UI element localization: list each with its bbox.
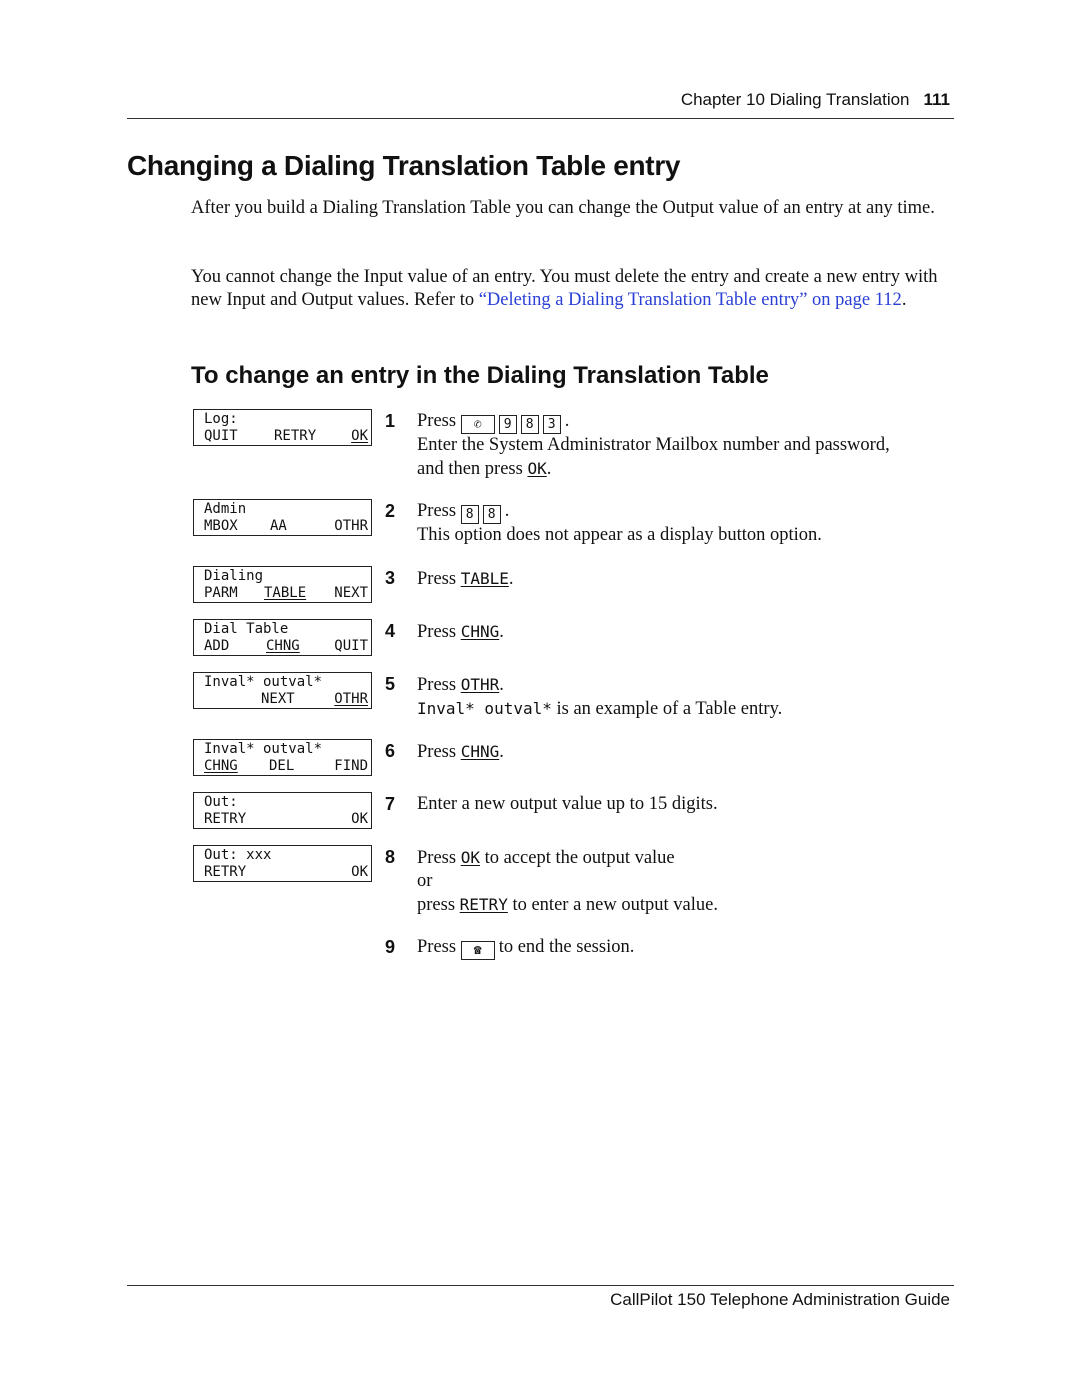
display-panel-out xyxy=(193,792,372,829)
feature-key-icon: ✆ xyxy=(461,415,495,434)
softkey-ref-table: TABLE xyxy=(460,569,509,588)
step-6: Press CHNG. xyxy=(417,742,504,762)
softkey-mbox[interactable]: MBOX xyxy=(204,518,238,534)
display-panel-out-value xyxy=(193,845,372,882)
cross-reference-link[interactable]: “Deleting a Dialing Translation Table entry” on page 112 xyxy=(478,290,902,310)
softkey-retry[interactable]: RETRY xyxy=(204,811,247,827)
step-number: 2 xyxy=(385,501,396,521)
step-5: Press OTHR. Inval* outval* is an example of a Table entry. xyxy=(417,675,783,719)
softkey-next[interactable]: NEXT xyxy=(261,691,295,707)
softkey-ref-othr: OTHR xyxy=(460,675,500,694)
key-8: 8 xyxy=(521,415,539,434)
display-panel-admin xyxy=(193,499,372,536)
softkey-chng[interactable]: CHNG xyxy=(266,638,300,654)
chapter-label: Chapter 10 Dialing Translation xyxy=(680,90,910,109)
page-title: Changing a Dialing Translation Table entry xyxy=(127,150,681,181)
softkey-quit[interactable]: QUIT xyxy=(334,638,368,654)
display-panel-log xyxy=(193,409,372,446)
softkey-del[interactable]: DEL xyxy=(269,758,295,774)
release-key-icon: ☎ xyxy=(461,941,495,960)
step-number: 7 xyxy=(385,794,396,814)
step-number: 6 xyxy=(385,741,396,761)
softkey-parm[interactable]: PARM xyxy=(204,585,238,601)
display-panel-entry xyxy=(193,672,372,709)
step-number: 4 xyxy=(385,621,396,641)
softkey-ref-retry: RETRY xyxy=(459,895,508,914)
display-line: Dialing xyxy=(204,568,264,584)
step-1: Press ✆ 9 8 3 . Enter the System Administrator Mailbox number and password, and then press OK. xyxy=(417,411,890,479)
key-3: 3 xyxy=(543,415,561,434)
softkey-retry[interactable]: RETRY xyxy=(274,428,317,444)
softkey-table[interactable]: TABLE xyxy=(264,585,307,601)
step-7: Enter a new output value up to 15 digits. xyxy=(417,794,718,814)
running-header xyxy=(560,90,950,110)
intro-paragraph-1: After you build a Dialing Translation Table you can change the Output value of an entry at any time. xyxy=(191,198,935,218)
step-2: Press 8 8 . This option does not appear as a display button option. xyxy=(417,501,822,545)
softkey-add[interactable]: ADD xyxy=(204,638,230,654)
step-number: 3 xyxy=(385,568,396,588)
display-line: Out: xyxy=(204,794,238,810)
header-rule xyxy=(127,118,954,119)
running-footer: CallPilot 150 Telephone Administration Guide xyxy=(610,1290,950,1309)
step-8: Press OK to accept the output value or press RETRY to enter a new output value. xyxy=(417,848,718,915)
softkey-ref-ok: OK xyxy=(460,848,480,867)
softkey-ref-chng: CHNG xyxy=(460,742,500,761)
softkey-ok[interactable]: OK xyxy=(351,428,368,444)
display-line: Out: xxx xyxy=(204,847,272,863)
softkey-aa[interactable]: AA xyxy=(270,518,287,534)
step-number: 1 xyxy=(385,411,396,431)
display-line: Inval* outval* xyxy=(204,674,323,690)
procedure-heading: To change an entry in the Dialing Translation Table xyxy=(191,362,769,389)
key-9: 9 xyxy=(499,415,517,434)
display-panel-dial-table xyxy=(193,619,372,656)
step-number: 8 xyxy=(385,847,396,867)
softkey-retry[interactable]: RETRY xyxy=(204,864,247,880)
step-number: 9 xyxy=(385,937,396,957)
step-9: Press ☎ to end the session. xyxy=(417,937,635,958)
softkey-ok[interactable]: OK xyxy=(351,811,368,827)
intro-paragraph-2: You cannot change the Input value of an entry. You must delete the entry and create a new entry with new Input and Output values. Refer to “Deleting a Dialing Translation Table entry” on page 112. xyxy=(191,267,938,310)
display-line: Admin xyxy=(204,501,247,517)
softkey-ref-ok: OK xyxy=(527,459,547,478)
softkey-ok[interactable]: OK xyxy=(351,864,368,880)
display-panel-dialing xyxy=(193,566,372,603)
entry-example: Inval* outval* xyxy=(417,699,552,718)
display-line: Log: xyxy=(204,411,238,427)
step-3: Press TABLE. xyxy=(417,569,514,589)
softkey-ref-chng: CHNG xyxy=(460,622,500,641)
softkey-othr[interactable]: OTHR xyxy=(334,691,368,707)
step-number: 5 xyxy=(385,674,396,694)
key-8: 8 xyxy=(461,505,479,524)
softkey-othr[interactable]: OTHR xyxy=(334,518,368,534)
step-4: Press CHNG. xyxy=(417,622,504,642)
softkey-quit[interactable]: QUIT xyxy=(204,428,238,444)
display-panel-entry-options xyxy=(193,739,372,776)
softkey-next[interactable]: NEXT xyxy=(334,585,368,601)
softkey-find[interactable]: FIND xyxy=(334,758,368,774)
page-number: 111 xyxy=(923,90,950,109)
key-8: 8 xyxy=(483,505,501,524)
display-line: Inval* outval* xyxy=(204,741,323,757)
footer-rule xyxy=(127,1285,954,1286)
display-line: Dial Table xyxy=(204,621,289,637)
softkey-chng[interactable]: CHNG xyxy=(204,758,238,774)
